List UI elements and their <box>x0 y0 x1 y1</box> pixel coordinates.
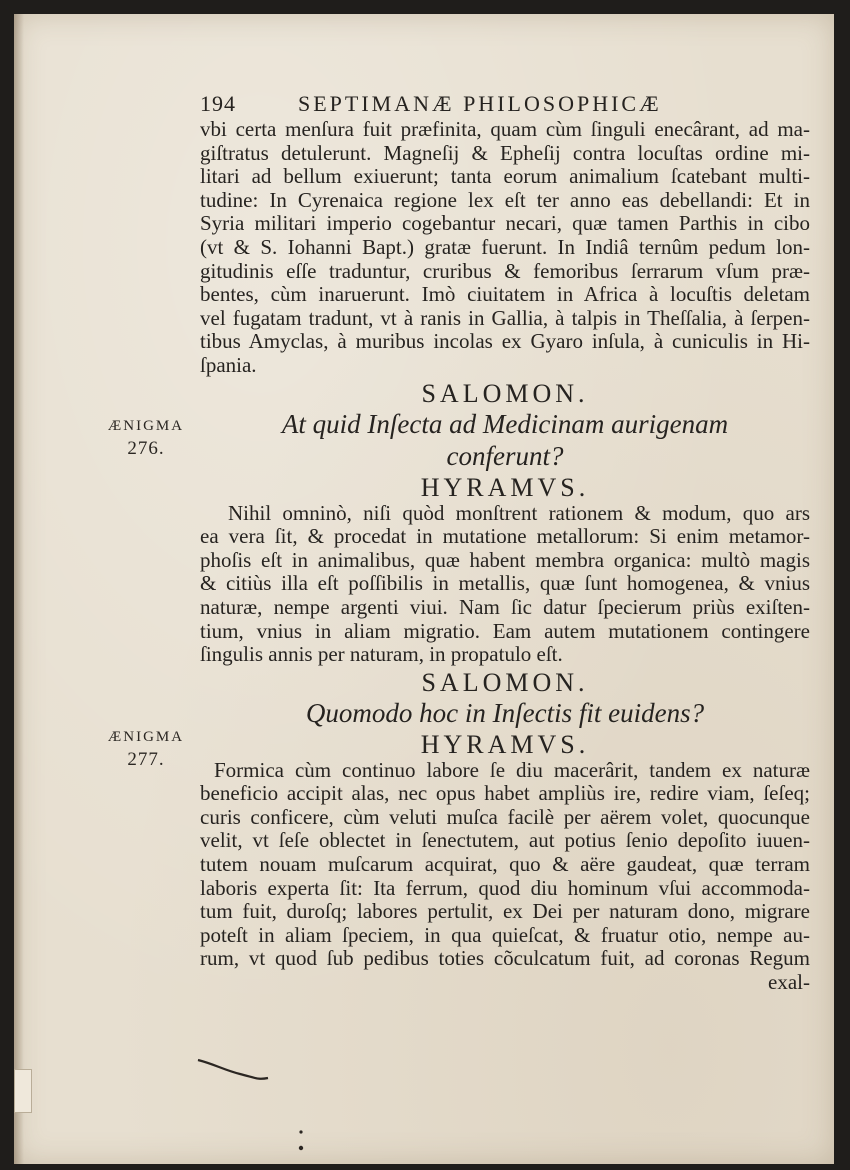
text-line: tum fuit, duroſq; labores pertulit, ex Dei per naturam dono, migrare <box>200 899 810 924</box>
gutter-shadow <box>14 14 24 1164</box>
section-277 <box>200 669 810 995</box>
text-line: laboris experta ſit: Ita ferrum, quod diu hominum vſui accommoda- <box>200 875 810 900</box>
text-line: & citiùs illa eſt poſſibilis in metallis, quæ ſunt homogenea, & vnius <box>200 571 810 596</box>
speaker-heading-salomon: SALOMON. <box>421 378 589 408</box>
text-line: tibus Amyclas, à muribus incolas ex Gyaro inſula, à cuniculis in Hi- <box>200 329 810 354</box>
text-line: naturæ, nempe argenti viui. Nam ſic datur ſpecierum priùs exiſten- <box>200 594 810 619</box>
text-line: ea vera ſit, & procedat in mutatione metallorum: Si enim metamor- <box>200 524 810 549</box>
running-title: SEPTIMANÆ PHILOSOPHICÆ <box>298 91 662 116</box>
margin-number: 277. <box>127 749 165 770</box>
margin-label: ÆNIGMA <box>107 418 185 434</box>
text-line: vbi certa menſura fuit præfinita, quam cùm ſinguli enecârant, ad ma- <box>200 117 810 141</box>
text-line: rum, vt quod ſub pedibus toties cõculcatum fuit, ad coronas Regum <box>200 946 810 971</box>
question-heading: Quomodo hoc in Inſectis fit euidens? <box>305 697 705 728</box>
catchword: exal- <box>768 970 810 995</box>
text-line: tutem nouam muſcarum acquirat, quo & aëre gaudeat, quæ terram <box>200 852 810 877</box>
text-line: poteſt in aliam ſpeciem, in qua quieſcat, & fruatur otio, nempe au- <box>200 922 810 947</box>
margin-note-277 <box>96 729 196 771</box>
text-line: Formica cùm continuo labore ſe diu macerârit, tandem ex naturæ <box>214 757 810 782</box>
ink-speck-mark <box>296 1126 308 1156</box>
margin-number: 276. <box>127 438 165 459</box>
page-number: 194 <box>200 91 236 116</box>
text-line: Nihil omninò, niſi quòd monſtrent rationem & modum, quo ars <box>228 500 810 525</box>
paragraph-1 <box>200 118 810 378</box>
text-line: gitudinis eſſe traduntur, cruribus & femoribus ſerrarum vſum præ- <box>200 258 810 283</box>
text-line: ſpania. <box>200 352 257 377</box>
text-line: (vt & S. Iohanni Bapt.) gratæ fuerunt. In Indiâ ternûm pedum lon- <box>200 234 810 259</box>
margin-note-276 <box>96 418 196 460</box>
text-line: velit, vt ſeſe oblectet in ſenectutem, aut potius ſenio depoſito iuuen- <box>200 828 810 853</box>
text-line: ſingulis annis per naturam, in propatulo eſt. <box>200 642 563 667</box>
ink-stroke-mark <box>194 1054 274 1084</box>
text-line: beneficio accipit alas, nec opus habet ampliùs ire, redire viam, ſeſeq; <box>200 781 810 806</box>
speaker-heading-salomon: SALOMON. <box>421 667 589 697</box>
margin-label: ÆNIGMA <box>107 729 185 745</box>
question-heading-cont: conferunt? <box>446 440 564 471</box>
text-line: vel fugatam tradunt, vt à ranis in Gallia, à talpis in Theſſalia, à ſerpen- <box>200 305 810 330</box>
running-header <box>200 84 810 118</box>
section-276 <box>200 380 810 667</box>
speaker-heading-hyramus: HYRAMVS. <box>420 729 590 759</box>
text-line: bentes, cùm inaruerunt. Imò ciuitatem in Africa à locuſtis deletam <box>200 282 810 307</box>
question-heading: At quid Inſecta ad Medicinam aurigenam <box>281 408 729 439</box>
speaker-heading-hyramus: HYRAMVS. <box>420 472 590 502</box>
text-line: phoſis eſt in animalibus, quæ habent membra organica: multò magis <box>200 547 810 572</box>
text-line: curis conficere, cùm veluti muſca facilè per aërem volet, quocunque <box>200 804 810 829</box>
text-line: tudine: In Cyrenaica regione lex eſt ter anno eas debellandi: Et in <box>200 187 810 212</box>
text-line: giſtratus detulerunt. Magneſij & Epheſij contra locuſtas ordine mi- <box>200 140 810 165</box>
page-tab-marker <box>14 1069 32 1113</box>
text-line: litari ad bellum exiuerunt; tanta eorum animalium ſcatebant multi- <box>200 164 810 189</box>
book-page <box>14 14 834 1164</box>
text-line: Syria militari imperio cogebantur necari, quæ tamen Parthis in cibo <box>200 211 810 236</box>
text-line: tium, vnius in aliam migratio. Eam autem mutationem contingere <box>200 618 810 643</box>
page-text-block <box>200 84 810 995</box>
